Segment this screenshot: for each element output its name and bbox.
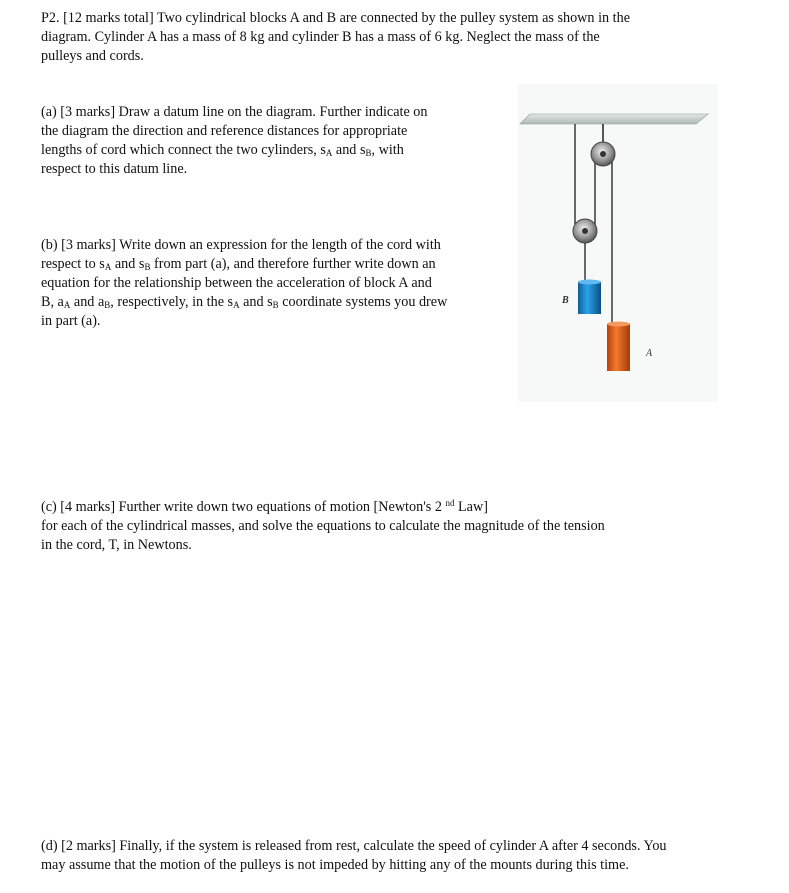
part-b-line-5: in part (a). — [41, 313, 101, 329]
part-b-line-1: (b) [3 marks] Write down an expression for the length of the cord with — [41, 237, 441, 253]
block-a — [607, 324, 630, 371]
block-b — [578, 282, 601, 314]
part-d-line-2: may assume that the motion of the pulleys is not impeded by hitting any of the mounts during this time. — [41, 857, 629, 873]
part-a-line-4: respect to this datum line. — [41, 161, 188, 177]
ceiling-support — [520, 114, 708, 124]
part-a-paragraph — [41, 103, 427, 179]
part-a-line-1: (a) [3 marks] Draw a datum line on the diagram. Further indicate on — [41, 104, 428, 120]
part-c-line-2: for each of the cylindrical masses, and solve the equations to calculate the magnitude of the tension — [41, 518, 605, 534]
label-b: B — [562, 295, 569, 306]
part-b-line-2: respect to $s_A$ and $s_B$ from part (a), and therefore further write down an — [41, 256, 436, 272]
part-a-line-2: the diagram the direction and reference distances for appropriate — [41, 123, 408, 139]
intro-line-3: pulleys and cords. — [41, 48, 144, 64]
part-b-paragraph — [41, 236, 447, 331]
part-d-line-1: (d) [2 marks] Finally, if the system is released from rest, calculate the speed of cylinder A after 4 seconds. You — [41, 838, 667, 854]
intro-line-1: P2. [12 marks total] Two cylindrical blocks A and B are connected by the pulley system as shown in the — [41, 10, 630, 26]
block-a-top — [607, 322, 630, 327]
intro-paragraph — [41, 9, 630, 66]
moving-pulley-axle — [582, 228, 588, 234]
part-b-line-3: equation for the relationship between the acceleration of block A and — [41, 275, 432, 291]
block-b-top — [578, 280, 601, 285]
part-d-paragraph — [41, 837, 667, 875]
part-c-paragraph — [41, 498, 605, 555]
top-pulley-axle — [600, 151, 606, 157]
pulley-diagram — [518, 84, 718, 402]
part-a-line-3: lengths of cord which connect the two cylinders, $s_A$ and $s_B$, with — [41, 142, 404, 158]
part-c-line-3: in the cord, T, in Newtons. — [41, 537, 192, 553]
part-b-line-4: B, $a_A$ and $a_B$, respectively, in the $s_A$ and $s_B$ coordinate systems you drew — [41, 294, 448, 310]
intro-line-2: diagram. Cylinder A has a mass of 8 kg and cylinder B has a mass of 6 kg. Neglect the mass of the — [41, 29, 600, 45]
part-c-line-1: (c) [4 marks] Further write down two equations of motion [Newton's 2 $^{nd}$ Law] — [41, 498, 488, 515]
label-a: A — [646, 348, 653, 359]
